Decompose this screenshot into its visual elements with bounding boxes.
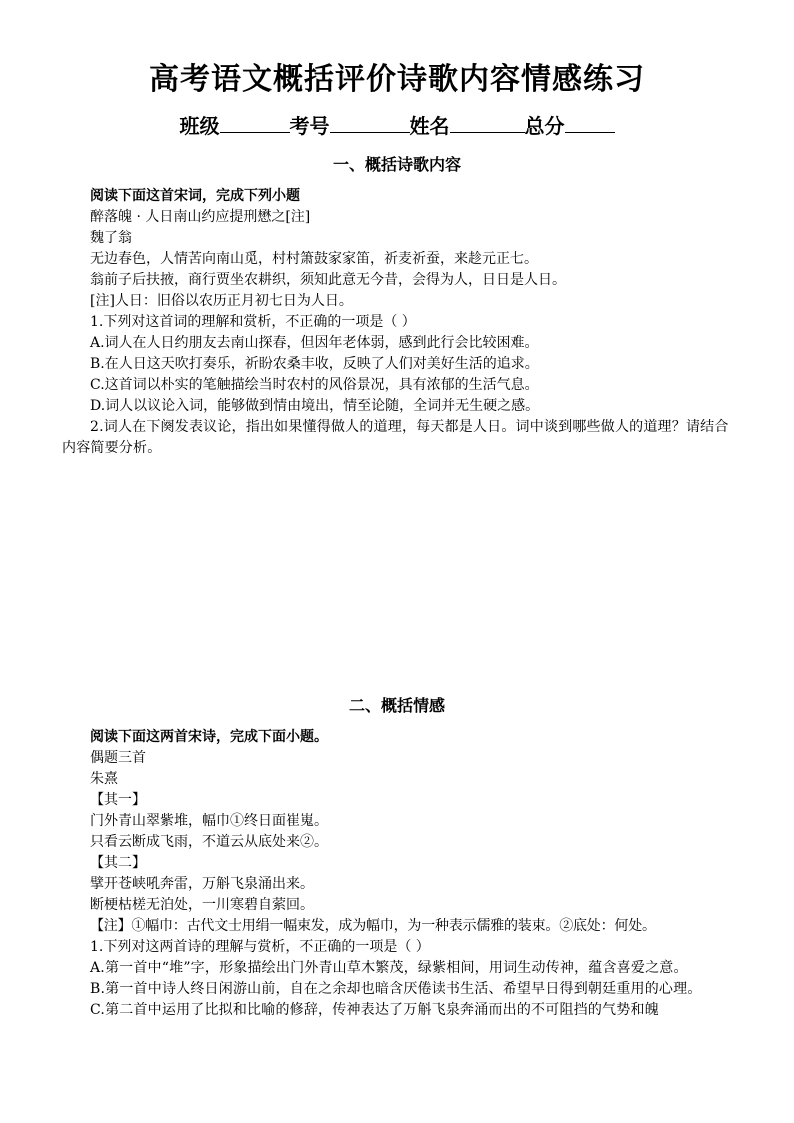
section1-content xyxy=(62,186,734,417)
student-info-line xyxy=(0,112,794,140)
s1-question-1: 1.下列对这首词的理解和赏析，不正确的一项是（ ） xyxy=(90,314,416,330)
name-blank[interactable] xyxy=(450,112,525,133)
poem2-part2-line1: 擘开苍峡吼奔雷，万斛飞泉涌出来。 xyxy=(90,876,314,892)
poem2-part2-line2: 断梗枯槎无泊处，一川寒碧自萦回。 xyxy=(90,897,314,913)
section2-heading: 二、概括情感 xyxy=(348,696,445,715)
page-title: 高考语文概括评价诗歌内容情感练习 xyxy=(149,62,645,97)
poem1-verse-2: 翁前子后扶掖，商行贾坐农耕织，须知此意无今昔，会得为人，日日是人日。 xyxy=(90,272,566,288)
total-score-label: 总分 xyxy=(524,114,565,138)
poem2-note: 【注】①幅巾：古代文士用绢一幅束发，成为幅巾，为一种表示儒雅的装束。②底处：何处。 xyxy=(90,918,656,934)
class-blank[interactable] xyxy=(220,112,290,133)
poem2-title: 偶题三首 xyxy=(90,750,146,766)
class-label: 班级 xyxy=(179,114,220,138)
poem1-author: 魏了翁 xyxy=(90,230,132,246)
exam-number-blank[interactable] xyxy=(330,112,410,133)
s1-q1-option-d: D.词人以议论入词，能够做到情由境出，情至论随，全词并无生硬之感。 xyxy=(90,398,540,414)
s1-question-2: 2.词人在下阕发表议论，指出如果懂得做人的道理，每天都是人日。词中谈到哪些做人的道理？请结合内容简要分析。 xyxy=(62,419,729,456)
section1-instruction: 阅读下面这首宋词，完成下列小题 xyxy=(90,188,300,204)
s1-q1-option-b: B.在人日这天吹打奏乐，祈盼农桑丰收，反映了人们对美好生活的追求。 xyxy=(90,356,539,372)
section1-heading: 一、概括诗歌内容 xyxy=(332,155,461,174)
s2-q1-option-b: B.第一首中诗人终日闲游山前，自在之余却也暗含厌倦读书生活、希望早日得到朝廷重用的心理。 xyxy=(90,981,702,997)
s1-q1-option-c: C.这首词以朴实的笔触描绘当时农村的风俗景况，具有浓郁的生活气息。 xyxy=(90,377,539,393)
s2-q1-option-c: C.第二首中运用了比拟和比喻的修辞，传神表达了万斛飞泉奔涌而出的不可阻挡的气势和魄 xyxy=(90,1002,659,1018)
poem2-author: 朱熹 xyxy=(90,771,118,787)
name-label: 姓名 xyxy=(409,114,450,138)
section2-instruction: 阅读下面这两首宋诗，完成下面小题。 xyxy=(90,729,328,745)
poem1-note: [注]人日：旧俗以农历正月初七日为人日。 xyxy=(90,293,353,309)
s1-answer-area[interactable] xyxy=(62,470,734,690)
poem1-title: 醉落魄 · 人日南山约应提刑懋之[注] xyxy=(90,209,311,225)
poem2-part2-label: 【其二】 xyxy=(90,855,146,871)
s1-q1-option-a: A.词人在人日约朋友去南山探春，但因年老体弱，感到此行会比较困难。 xyxy=(90,335,539,351)
poem2-part1-line2: 只看云断成飞雨，不道云从底处来②。 xyxy=(90,834,328,850)
poem2-part1-label: 【其一】 xyxy=(90,792,146,808)
poem1-verse-1: 无边春色，人情苦向南山觅，村村箫鼓家家笛，祈麦祈蚕，来趁元正七。 xyxy=(90,251,538,267)
s2-options-block xyxy=(62,958,738,1021)
exam-number-label: 考号 xyxy=(289,114,330,138)
s2-question-1: 1.下列对这两首诗的理解与赏析，不正确的一项是（ ） xyxy=(90,939,430,955)
total-score-blank[interactable] xyxy=(565,112,615,133)
section2-content xyxy=(62,727,734,958)
s2-q1-option-a: A.第一首中“堆”字，形象描绘出门外青山草木繁茂，绿紫相间，用词生动传神，蕴含喜爱之意。 xyxy=(90,960,688,976)
poem2-part1-line1: 门外青山翠紫堆，幅巾①终日面崔嵬。 xyxy=(90,813,328,829)
s1-question-2-block xyxy=(62,417,738,459)
